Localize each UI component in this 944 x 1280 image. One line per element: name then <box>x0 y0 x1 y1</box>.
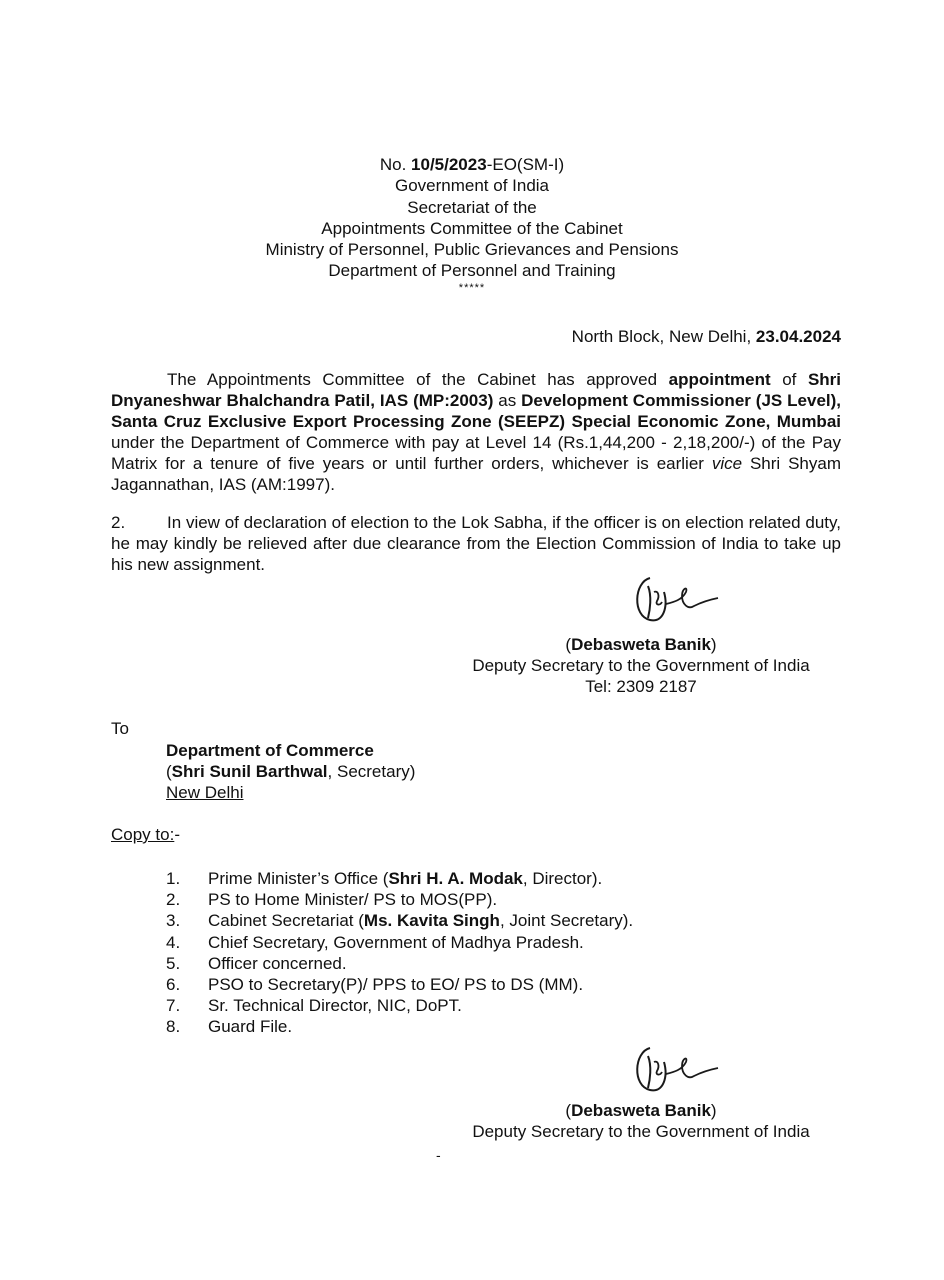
sig1-paren-open: ( <box>565 635 572 654</box>
sig1-name: Debasweta Banik <box>571 635 711 654</box>
list-item <box>166 1016 633 1037</box>
dateline <box>572 326 841 347</box>
list-text: Sr. Technical Director, NIC, DoPT. <box>208 996 462 1016</box>
list-number: 3. <box>166 911 181 931</box>
list-item <box>166 868 633 889</box>
signatory-name-2 <box>457 1100 825 1121</box>
signatory-designation-2: Deputy Secretary to the Government of India <box>472 1122 810 1141</box>
sig2-paren-close: ) <box>710 1101 717 1120</box>
paragraph-1 <box>111 369 841 495</box>
dateline-date: 23.04.2024 <box>755 327 841 346</box>
para1-italic: vice <box>711 454 743 473</box>
signatory-name-1 <box>457 634 825 655</box>
list-text-end: , Joint Secretary). <box>499 911 634 931</box>
header-line-4: Ministry of Personnel, Public Grievances and Pensions <box>265 240 679 260</box>
list-text: Chief Secretary, Government of Madhya Pradesh. <box>208 932 584 952</box>
para1-text-2: of <box>770 370 808 389</box>
reference-number <box>0 154 944 175</box>
sig2-name: Debasweta Banik <box>571 1101 711 1120</box>
header-stars: ***** <box>458 281 486 294</box>
para1-bold-1: appointment <box>668 370 771 389</box>
addressee-officer-title: , Secretary) <box>327 762 416 781</box>
list-bold: Shri H. A. Modak <box>388 869 523 888</box>
para2-number: 2. <box>111 513 126 532</box>
ref-suffix: -EO(SM-I) <box>486 155 565 174</box>
ref-prefix: No. <box>379 155 412 174</box>
addressee-department: Department of Commerce <box>166 741 374 760</box>
list-bold: Ms. Kavita Singh <box>363 911 500 931</box>
list-number: 6. <box>166 974 181 994</box>
sig1-paren-close: ) <box>710 635 717 654</box>
list-item <box>166 910 633 931</box>
list-number: 1. <box>166 869 181 888</box>
list-text: Cabinet Secretariat ( <box>208 911 364 931</box>
list-text-end: , Director). <box>522 869 603 888</box>
header-line-3: Appointments Committee of the Cabinet <box>321 218 623 238</box>
copy-to-list <box>166 868 633 1038</box>
signature-block-2 <box>457 1100 825 1142</box>
list-text: Guard File. <box>208 1017 293 1037</box>
para1-text-3: as <box>493 391 522 410</box>
list-number: 8. <box>166 1017 181 1037</box>
list-item <box>166 974 633 995</box>
dateline-place: North Block, New Delhi, <box>571 327 756 346</box>
addressee-city: New Delhi <box>166 783 244 802</box>
ref-number: 10/5/2023 <box>411 155 487 174</box>
footer-mark: - <box>436 1147 441 1163</box>
list-number: 7. <box>166 996 181 1016</box>
copy-to-label-text: Copy to: <box>111 825 175 844</box>
list-item <box>166 889 633 910</box>
signature-2-image <box>628 1040 724 1100</box>
para1-text-5: Shri Shyam Jagannathan, IAS (AM:1997). <box>111 454 841 494</box>
list-number: 4. <box>166 932 181 952</box>
signatory-tel: Tel: 2309 2187 <box>585 677 697 696</box>
header-line-1: Government of India <box>394 176 550 196</box>
addressee-paren: ( <box>166 762 172 781</box>
list-item <box>166 995 633 1016</box>
list-text: Prime Minister’s Office ( <box>208 869 389 888</box>
list-text: PSO to Secretary(P)/ PPS to EO/ PS to DS (MM). <box>208 974 584 994</box>
header-line-5: Department of Personnel and Training <box>328 261 616 281</box>
copy-to-label-dash: - <box>174 825 180 844</box>
list-text: Officer concerned. <box>208 953 347 973</box>
list-number: 2. <box>166 890 181 910</box>
list-text: PS to Home Minister/ PS to MOS(PP). <box>208 890 498 910</box>
list-item <box>166 932 633 953</box>
list-number: 5. <box>166 953 181 973</box>
header-line-2: Secretariat of the <box>407 197 537 217</box>
to-label: To <box>111 719 129 738</box>
paragraph-2 <box>111 512 841 575</box>
list-item <box>166 953 633 974</box>
para1-bold-2: Shri Dnyaneshwar Bhalchandra Patil, IAS (MP:2003) <box>111 370 842 410</box>
para1-bold-3: Development Commissioner (JS Level), Santa Cruz Exclusive Export Processing Zone (SEEPZ) Special Economic Zone, Mumbai <box>111 391 842 431</box>
signature-block-1 <box>457 634 825 697</box>
addressee-block <box>166 740 415 803</box>
para2-text: In view of declaration of election to the Lok Sabha, if the officer is on election related duty, he may kindly be relieved after due clearance from the Election Commission of India to take up his new assignment. <box>111 513 841 574</box>
addressee-officer <box>166 761 415 782</box>
sig2-paren-open: ( <box>565 1101 572 1120</box>
para1-text-4: under the Department of Commerce with pay at Level 14 (Rs.1,44,200 - 2,18,200/-) of the Pay Matrix for a tenure of five years or until further orders, whichever is earlier <box>111 433 841 473</box>
copy-to-label <box>111 824 180 845</box>
addressee-officer-name: Shri Sunil Barthwal <box>171 762 328 781</box>
para1-text-1: The Appointments Committee of the Cabinet has approved <box>167 370 669 389</box>
letter-header <box>0 154 944 294</box>
signatory-designation-1: Deputy Secretary to the Government of India <box>472 656 810 675</box>
signature-1-image <box>628 570 724 630</box>
